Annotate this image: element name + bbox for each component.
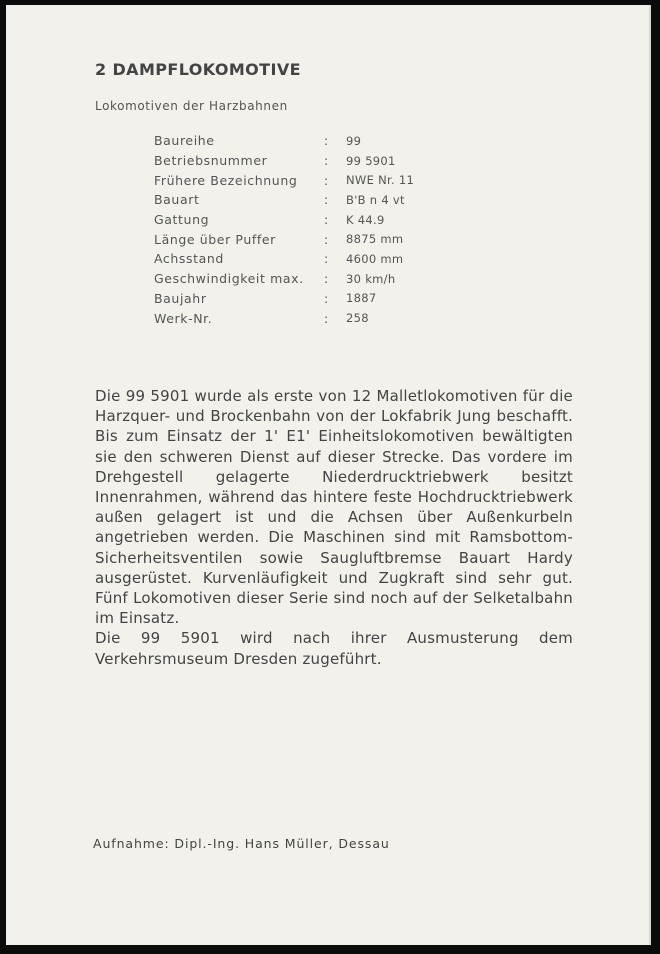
spec-row: [154, 249, 414, 269]
spec-colon: :: [324, 251, 329, 267]
photo-credit: Aufnahme: Dipl.-Ing. Hans Müller, Dessau: [93, 836, 390, 851]
spec-value: 4600 mm: [346, 251, 404, 266]
spec-label: Frühere Bezeichnung: [154, 172, 298, 188]
spec-colon: :: [324, 310, 329, 326]
spec-colon: :: [324, 212, 329, 228]
spec-colon: :: [324, 133, 329, 149]
spec-row: [154, 131, 414, 151]
spec-value: 99 5901: [346, 153, 396, 168]
spec-row: [154, 229, 414, 249]
spec-row: [154, 190, 414, 210]
spec-colon: :: [324, 192, 329, 208]
postcard-back: [6, 5, 651, 945]
spec-label: Bauart: [154, 192, 200, 208]
spec-value: 30 km/h: [346, 271, 396, 286]
spec-value: 258: [346, 311, 369, 326]
spec-label: Baureihe: [154, 133, 215, 149]
spec-row: [154, 308, 414, 328]
spec-colon: :: [324, 172, 329, 188]
spec-value: K 44.9: [346, 212, 385, 227]
spec-label: Achsstand: [154, 251, 224, 267]
spec-label: Betriebsnummer: [154, 153, 268, 169]
spec-value: 99: [346, 133, 362, 148]
spec-row: [154, 151, 414, 171]
page-title: 2 DAMPFLOKOMOTIVE: [95, 60, 301, 79]
spec-label: Werk-Nr.: [154, 310, 213, 326]
description-paragraph: Die 99 5901 wird nach ihrer Ausmusterung dem Verkehrsmuseum Dresden zugeführt.: [95, 629, 573, 668]
spec-value: 8875 mm: [346, 232, 404, 247]
spec-label: Geschwindigkeit max.: [154, 271, 304, 287]
spec-row: [154, 289, 414, 309]
subtitle: Lokomotiven der Harzbahnen: [95, 99, 288, 113]
spec-value: B'B n 4 vt: [346, 192, 405, 207]
description-text: [95, 386, 573, 669]
spec-value: NWE Nr. 11: [346, 173, 415, 188]
spec-label: Länge über Puffer: [154, 231, 276, 247]
spec-colon: :: [324, 271, 329, 287]
spec-value: 1887: [346, 291, 377, 306]
spec-row: [154, 210, 414, 230]
spec-row: [154, 269, 414, 289]
spec-colon: :: [324, 231, 329, 247]
description-paragraph: Die 99 5901 wurde als erste von 12 Malletlokomotiven für die Harzquer- und Brockenbahn von der Lokfabrik Jung beschafft. Bis zum Einsatz der 1' E1' Einheitslokomotiven bewältigten sie den schweren Dienst auf dieser Strecke. Das vordere im Drehgestell gelagerte Niederdrucktriebwerk besitzt Innenrahmen, während das hintere feste Hochdrucktriebwerk außen gelagert ist und die Achsen über Außenkurbeln angetrieben werden. Die Maschinen sind mit Ramsbottom-Sicherheitsventilen sowie Saugluftbremse Bauart Hardy ausgerüstet. Kurvenläufigkeit und Zugkraft sind sehr gut. Fünf Lokomotiven dieser Serie sind noch auf der Selketalbahn im Einsatz.: [95, 387, 573, 628]
specs-table: [154, 131, 414, 328]
spec-colon: :: [324, 290, 329, 306]
spec-label: Gattung: [154, 212, 210, 228]
spec-row: [154, 170, 414, 190]
spec-colon: :: [324, 153, 329, 169]
spec-label: Baujahr: [154, 290, 207, 306]
